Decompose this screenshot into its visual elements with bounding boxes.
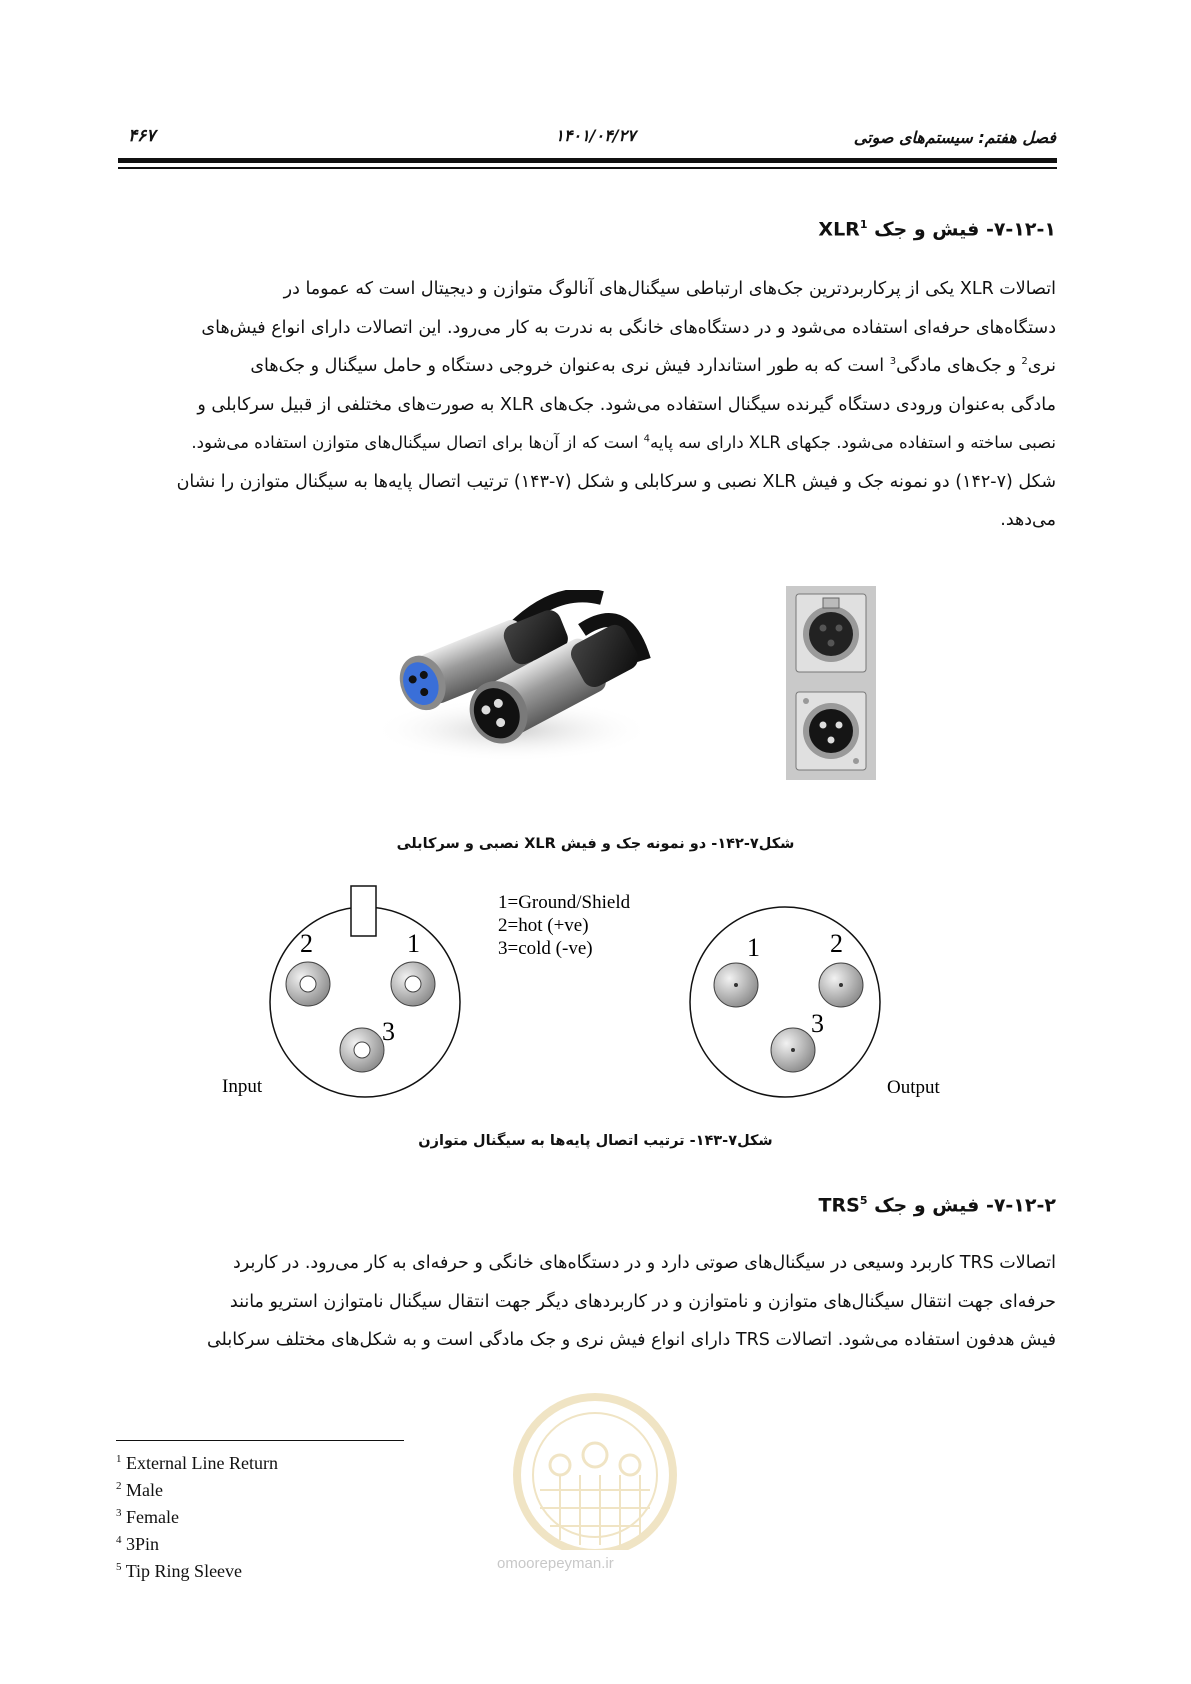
legend-hot: 2=hot (+ve) [498, 915, 589, 936]
header-date: ۱۴۰۱/۰۴/۲۷ [555, 126, 636, 145]
input-pin-2-label: 2 [300, 929, 313, 958]
figure-142-caption: شکل۷-۱۴۲- دو نمونه جک و فیش XLR نصبی و سرکابلی [396, 836, 795, 852]
footnote-item: $^3$ Female [116, 1507, 179, 1527]
chapter-title: فصل هفتم: سیستم‌های صوتی [853, 128, 1056, 147]
paragraph-line: حرفه‌ای جهت انتقال سیگنال‌های متوازن و نامتوازن و در کاربردهای دیگر جهت انتقال سیگنال نامتوازن استریو مانند [229, 1291, 1056, 1312]
footnote-item: $^2$ Male [116, 1480, 163, 1500]
paragraph-line: شکل (۷-۱۴۲) دو نمونه جک و فیش XLR نصبی و سرکابلی و شکل (۷-۱۴۳) ترتیب اتصال پایه‌ها به سیگنال متوازن را نشان [176, 471, 1056, 492]
xlr-cable-connectors-photo [362, 590, 652, 765]
output-connector-face [690, 907, 880, 1097]
watermark-text: omoorepeyman.ir [497, 1555, 614, 1572]
paragraph-line: نری$^2$ و جک‌های مادگی$^3$ است که به طور استاندارد فیش نری به‌عنوان خروجی دستگاه و حامل سیگنال و جک‌های [250, 356, 1056, 376]
output-label: Output [887, 1077, 940, 1098]
xlr-pinout-diagram [210, 880, 970, 1110]
heading-term: XLR [818, 218, 860, 241]
paragraph-line: می‌دهد. [1000, 510, 1056, 530]
paragraph-xlr [116, 270, 1056, 540]
input-connector-face [270, 886, 460, 1097]
paragraph-trs [116, 1244, 1056, 1360]
heading-prefix: ۷-۱۲-۲- فیش و جک [867, 1194, 1056, 1217]
footnotes [116, 1448, 278, 1583]
footnote-rule [116, 1440, 404, 1441]
output-pin-2-label: 2 [830, 929, 843, 958]
output-pin-3-label: 3 [811, 1009, 824, 1038]
footnote-ref: 5 [859, 1194, 868, 1207]
paragraph-line: اتصالات TRS کاربرد وسیعی در سیگنال‌های صوتی دارد و در دستگاه‌های خانگی و حرفه‌ای به کار می‌رود. در کاربرد [233, 1253, 1056, 1273]
watermark-logo [480, 1380, 710, 1550]
input-pin-1-label: 1 [407, 929, 420, 958]
section-heading-trs [819, 1194, 1056, 1216]
xlr-panel-connectors-photo [786, 586, 876, 780]
input-label: Input [222, 1076, 263, 1097]
paragraph-line: دستگاه‌های حرفه‌ای استفاده می‌شود و در دستگاه‌های خانگی به ندرت به کار می‌رود. این اتصالات دارای انواع فیش‌های [201, 317, 1056, 338]
heading-prefix: ۷-۱۲-۱- فیش و جک [867, 218, 1056, 241]
output-pin-1-label: 1 [747, 933, 760, 962]
footnote-ref: 1 [859, 218, 868, 231]
paragraph-line: فیش هدفون استفاده می‌شود. اتصالات TRS دارای انواع فیش نری و جک مادگی است و به شکل‌های مختلف سرکابلی [206, 1330, 1056, 1350]
page-number: ۴۶۷ [128, 126, 156, 146]
legend-ground: 1=Ground/Shield [498, 892, 631, 913]
legend-cold: 3=cold (-ve) [498, 938, 593, 959]
heading-term: TRS [818, 1194, 860, 1217]
header-rule-thick [118, 158, 1057, 163]
paragraph-line: مادگی به‌عنوان ورودی دستگاه گیرنده سیگنال استفاده می‌شود. جک‌های XLR به صورت‌های مختلفی از قبیل سرکابلی و [197, 394, 1056, 415]
figure-143-caption: شکل۷-۱۴۳- ترتیب اتصال پایه‌ها به سیگنال متوازن [418, 1133, 773, 1149]
footnote-item: $^4$ 3Pin [116, 1534, 160, 1554]
footnote-item: $^1$ External Line Return [116, 1453, 278, 1473]
section-heading-xlr [818, 218, 1056, 240]
footnote-item: $^5$ Tip Ring Sleeve [116, 1561, 243, 1581]
input-pin-3-label: 3 [382, 1017, 395, 1046]
header-rule-thin [118, 167, 1057, 169]
paragraph-line: اتصالات XLR یکی از پرکاربردترین جک‌های ارتباطی سیگنال‌های آنالوگ متوازن و دیجیتال است که عموما در [283, 279, 1056, 299]
paragraph-line: نصبی ساخته و استفاده می‌شود. جکهای XLR دارای سه پایه$^4$ است که از آن‌ها برای اتصال سیگنال‌های متوازن استفاده می‌شود. [191, 433, 1056, 452]
